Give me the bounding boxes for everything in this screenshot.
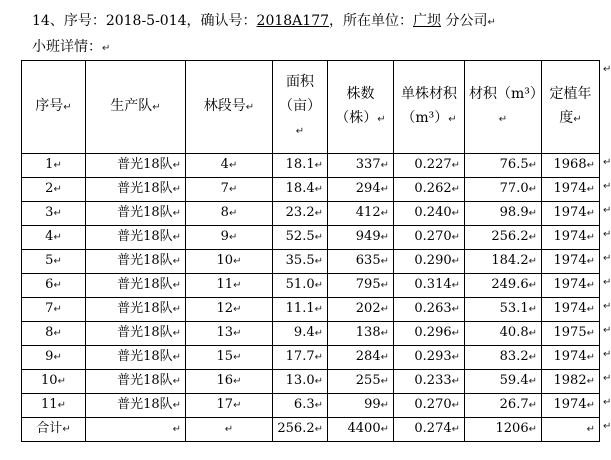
cell-team: 普光18队↵ xyxy=(86,274,186,298)
cell-count: 795↵ xyxy=(328,274,394,298)
cell-team: 普光18队↵ xyxy=(86,226,186,250)
cell-count: 284↵ xyxy=(328,346,394,370)
cell-section: 13↵ xyxy=(186,322,273,346)
cell-planting-year: 1982↵ xyxy=(542,370,600,394)
cell-volume: 249.6↵ xyxy=(465,274,542,298)
heading-prefix: 14、序号：2018-5-014，确认号： xyxy=(32,13,257,29)
table-row xyxy=(22,274,600,298)
cell-unit-volume: 0.274↵ xyxy=(394,418,465,442)
cell-volume: 83.2↵ xyxy=(465,346,542,370)
cell-count: 294↵ xyxy=(328,178,394,202)
cell-section: 7↵ xyxy=(186,178,273,202)
cell-unit-volume: 0.262↵ xyxy=(394,178,465,202)
cell-index: 5↵ xyxy=(22,250,86,274)
cell-area: 17.7↵ xyxy=(273,346,328,370)
cell-section: 16↵ xyxy=(186,370,273,394)
cell-unit-volume: 0.314↵ xyxy=(394,274,465,298)
cell-index: 1↵ xyxy=(22,154,86,178)
cell-unit-volume: 0.227↵ xyxy=(394,154,465,178)
cell-volume: 59.4↵ xyxy=(465,370,542,394)
row-end-mark: ↵ xyxy=(603,181,611,192)
cell-planting-year: 1974↵ xyxy=(542,394,600,418)
table-total-row xyxy=(22,418,600,442)
cell-section: 15↵ xyxy=(186,346,273,370)
cell-index: 8↵ xyxy=(22,322,86,346)
cell-volume: 98.9↵ xyxy=(465,202,542,226)
cell-count: 635↵ xyxy=(328,250,394,274)
cell-volume: 26.7↵ xyxy=(465,394,542,418)
row-end-mark: ↵ xyxy=(603,64,611,75)
cell-planting-year: 1974↵ xyxy=(542,178,600,202)
cell-team: 普光18队↵ xyxy=(86,298,186,322)
subheading-text: 小班详情： xyxy=(32,39,102,55)
cell-volume: 1206↵ xyxy=(465,418,542,442)
table-row xyxy=(22,370,600,394)
header-section: 林段号↵ xyxy=(186,61,273,154)
cell-section: 9↵ xyxy=(186,226,273,250)
cell-planting-year: 1968↵ xyxy=(542,154,600,178)
cell-index: 3↵ xyxy=(22,202,86,226)
cell-planting-year: 1974↵ xyxy=(542,274,600,298)
cell-area: 52.5↵ xyxy=(273,226,328,250)
cell-team: 普光18队↵ xyxy=(86,178,186,202)
table-row xyxy=(22,346,600,370)
cell-volume: 184.2↵ xyxy=(465,250,542,274)
cell-unit-volume: 0.270↵ xyxy=(394,394,465,418)
cell-count: 255↵ xyxy=(328,370,394,394)
cell-section: 17↵ xyxy=(186,394,273,418)
table-row xyxy=(22,322,600,346)
cell-planting-year: 1975↵ xyxy=(542,322,600,346)
cell-area: 256.2↵ xyxy=(273,418,328,442)
table-row xyxy=(22,178,600,202)
cell-area: 11.1↵ xyxy=(273,298,328,322)
cell-section: 12↵ xyxy=(186,298,273,322)
cell-unit-volume: 0.233↵ xyxy=(394,370,465,394)
cell-unit-volume: 0.290↵ xyxy=(394,250,465,274)
header-planting-year: 定植年度↵ xyxy=(542,61,600,154)
table-header-row xyxy=(22,61,600,154)
cell-planting-year: 1974↵ xyxy=(542,202,600,226)
cell-area: 6.3↵ xyxy=(273,394,328,418)
row-end-mark: ↵ xyxy=(603,421,611,432)
cell-volume: 256.2↵ xyxy=(465,226,542,250)
row-end-mark: ↵ xyxy=(603,157,611,168)
row-end-mark: ↵ xyxy=(603,397,611,408)
cell-area: 13.0↵ xyxy=(273,370,328,394)
paragraph-mark: ↵ xyxy=(102,43,111,54)
cell-count: 337↵ xyxy=(328,154,394,178)
cell-section: 4↵ xyxy=(186,154,273,178)
cell-section: 8↵ xyxy=(186,202,273,226)
cell-volume: 77.0↵ xyxy=(465,178,542,202)
cell-unit-volume: 0.240↵ xyxy=(394,202,465,226)
cell-planting-year: 1974↵ xyxy=(542,346,600,370)
table-row xyxy=(22,154,600,178)
cell-index: 合计↵ xyxy=(22,418,86,442)
cell-team: ↵ xyxy=(86,418,186,442)
header-volume: 材积（m³）↵ xyxy=(465,61,542,154)
cell-section: 11↵ xyxy=(186,274,273,298)
cell-index: 6↵ xyxy=(22,274,86,298)
cell-planting-year: 1974↵ xyxy=(542,298,600,322)
header-count: 株数（株）↵ xyxy=(328,61,394,154)
cell-team: 普光18队↵ xyxy=(86,322,186,346)
cell-count: 412↵ xyxy=(328,202,394,226)
row-end-mark: ↵ xyxy=(603,277,611,288)
header-unit-volume: 单株材积（m³）↵ xyxy=(394,61,465,154)
cell-index: 9↵ xyxy=(22,346,86,370)
cell-team: 普光18队↵ xyxy=(86,250,186,274)
table-row xyxy=(22,202,600,226)
cell-section: 10↵ xyxy=(186,250,273,274)
table-row xyxy=(22,250,600,274)
record-heading xyxy=(32,10,496,30)
unit-name: 广坝 xyxy=(413,13,442,29)
heading-mid: ，所在单位： xyxy=(329,13,414,29)
cell-area: 18.4↵ xyxy=(273,178,328,202)
cell-count: 202↵ xyxy=(328,298,394,322)
cell-unit-volume: 0.293↵ xyxy=(394,346,465,370)
cell-section: ↵ xyxy=(186,418,273,442)
cell-volume: 40.8↵ xyxy=(465,322,542,346)
cell-unit-volume: 0.263↵ xyxy=(394,298,465,322)
cell-area: 23.2↵ xyxy=(273,202,328,226)
plot-details-table xyxy=(21,60,600,442)
cell-area: 51.0↵ xyxy=(273,274,328,298)
cell-area: 9.4↵ xyxy=(273,322,328,346)
table-row xyxy=(22,226,600,250)
row-end-mark: ↵ xyxy=(603,325,611,336)
row-end-mark: ↵ xyxy=(603,373,611,384)
cell-count: 138↵ xyxy=(328,322,394,346)
cell-team: 普光18队↵ xyxy=(86,154,186,178)
cell-team: 普光18队↵ xyxy=(86,202,186,226)
cell-index: 2↵ xyxy=(22,178,86,202)
cell-volume: 53.1↵ xyxy=(465,298,542,322)
cell-planting-year: 1974↵ xyxy=(542,226,600,250)
row-end-mark: ↵ xyxy=(603,301,611,312)
cell-unit-volume: 0.270↵ xyxy=(394,226,465,250)
cell-index: 4↵ xyxy=(22,226,86,250)
cell-team: 普光18队↵ xyxy=(86,394,186,418)
cell-unit-volume: 0.296↵ xyxy=(394,322,465,346)
cell-team: 普光18队↵ xyxy=(86,346,186,370)
row-end-mark: ↵ xyxy=(603,349,611,360)
cell-area: 18.1↵ xyxy=(273,154,328,178)
table-row xyxy=(22,298,600,322)
cell-planting-year: ↵ xyxy=(542,418,600,442)
header-area: 面积（亩）↵ xyxy=(273,61,328,154)
row-end-mark: ↵ xyxy=(603,253,611,264)
cell-planting-year: 1974↵ xyxy=(542,250,600,274)
cell-index: 10↵ xyxy=(22,370,86,394)
cell-count: 99↵ xyxy=(328,394,394,418)
header-team: 生产队↵ xyxy=(86,61,186,154)
heading-suffix: 分公司 xyxy=(445,13,488,29)
cell-volume: 76.5↵ xyxy=(465,154,542,178)
row-end-mark: ↵ xyxy=(603,229,611,240)
cell-count: 949↵ xyxy=(328,226,394,250)
table-row xyxy=(22,394,600,418)
subheading xyxy=(32,36,110,56)
cell-team: 普光18队↵ xyxy=(86,370,186,394)
confirm-number: 2018A177 xyxy=(256,13,330,29)
cell-index: 7↵ xyxy=(22,298,86,322)
header-index: 序号↵ xyxy=(22,61,86,154)
cell-area: 35.5↵ xyxy=(273,250,328,274)
row-end-mark: ↵ xyxy=(603,205,611,216)
cell-index: 11↵ xyxy=(22,394,86,418)
cell-count: 4400↵ xyxy=(328,418,394,442)
paragraph-mark: ↵ xyxy=(487,17,496,28)
